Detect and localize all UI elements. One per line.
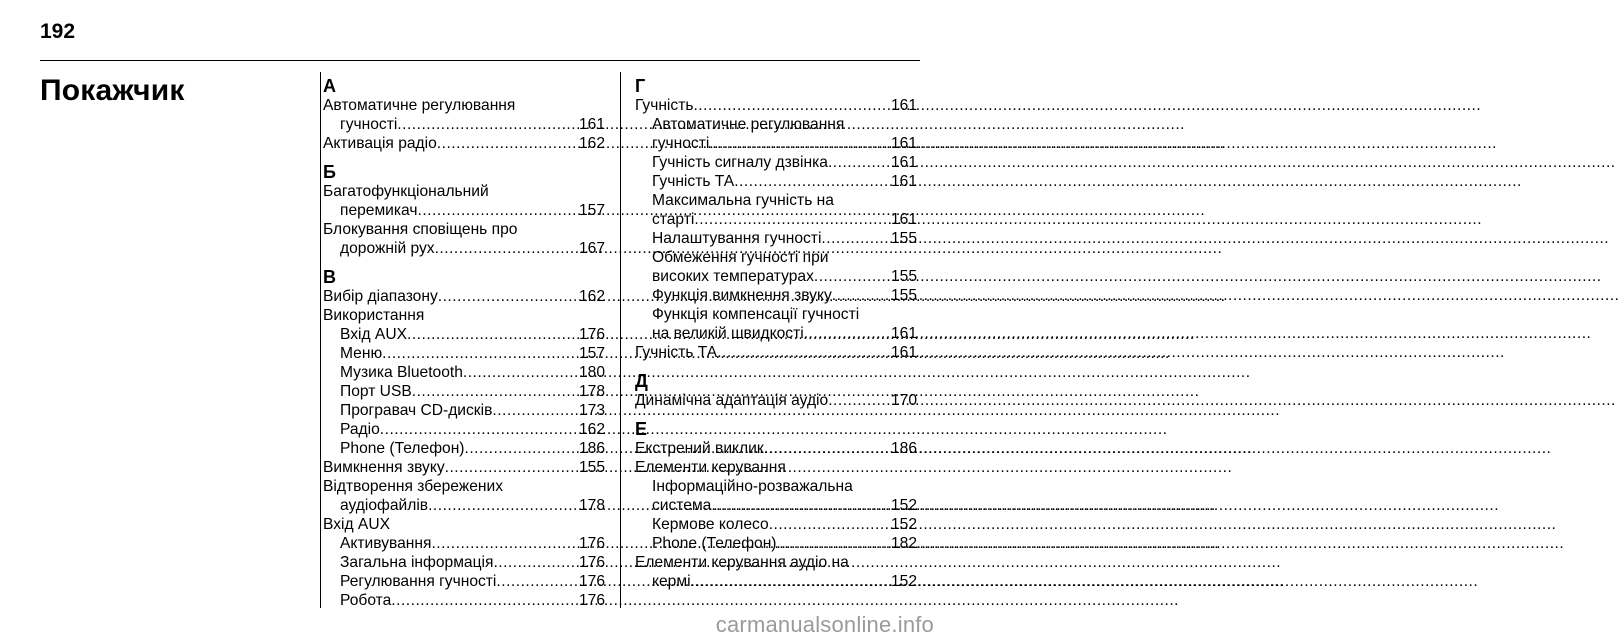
index-entry-text: Меню <box>340 345 383 362</box>
index-entry-page: 152 <box>890 573 917 590</box>
index-entry <box>323 201 605 220</box>
index-entry <box>635 391 917 410</box>
index-entry-page: 155 <box>890 268 917 285</box>
index-entry <box>323 239 605 258</box>
index-entry-text: Вибір діапазону <box>323 288 438 305</box>
index-entry-page: 173 <box>578 402 605 419</box>
index-entry-text: Елементи керування аудіо на <box>635 554 849 571</box>
index-entry-page: 162 <box>578 421 605 438</box>
index-entry-text: гучності <box>340 116 398 133</box>
index-entry-text: Радіо <box>340 421 380 438</box>
index-entry-text: Гучність ТА <box>635 344 718 361</box>
index-entry <box>635 515 917 534</box>
index-entry-text: Робота <box>340 592 392 609</box>
dot-leader <box>428 496 577 515</box>
dot-leader <box>764 439 889 458</box>
index-entry-page: 170 <box>890 392 917 409</box>
dot-leader <box>412 382 577 401</box>
index-entry <box>323 458 605 477</box>
dot-leader <box>711 496 889 515</box>
index-entry-text: Функція вимкнення звуку <box>652 287 832 304</box>
index-entry-text: Активування <box>340 535 432 552</box>
index-entry-text: Автоматичне регулювання <box>652 116 845 133</box>
index-entry <box>323 572 605 591</box>
dot-leader <box>769 515 889 534</box>
dot-leader <box>437 134 577 153</box>
dot-leader <box>709 134 889 153</box>
dot-leader <box>431 534 577 553</box>
index-entry <box>635 572 917 591</box>
index-entry <box>323 134 605 153</box>
index-entry-page: 186 <box>578 440 605 457</box>
index-entry <box>323 439 605 458</box>
index-entry-page: 161 <box>890 154 917 171</box>
dot-leader <box>380 420 577 439</box>
index-letter-heading: В <box>323 267 336 287</box>
dot-leader <box>418 201 577 220</box>
index-entry-page: 176 <box>578 326 605 343</box>
index-entry-text: Багатофункціональний <box>323 183 489 200</box>
dot-leader <box>821 229 889 248</box>
index-entry-text: Кермове колесо <box>652 516 769 533</box>
dot-leader <box>391 591 577 610</box>
index-entry-text: Вимкнення звуку <box>323 459 445 476</box>
index-entry <box>323 325 605 344</box>
index-entry-text: Музика Bluetooth <box>340 364 463 381</box>
index-entry-text: Активація радіо <box>323 135 437 152</box>
index-entry-text: Обмеження гучності при <box>652 249 829 266</box>
dot-leader <box>777 534 889 553</box>
index-entry <box>635 439 917 458</box>
index-entry-text: Вхід AUX <box>340 326 407 343</box>
index-entry-text: Гучність <box>635 97 694 114</box>
index-entry-text: Функція компенсації гучності <box>652 306 860 323</box>
index-entry-text: Гучність ТА <box>652 173 735 190</box>
index-entry <box>635 496 917 515</box>
index-entry <box>635 286 917 305</box>
index-entry-text: Блокування сповіщень про <box>323 221 518 238</box>
dot-leader <box>694 210 889 229</box>
index-entry-text: аудіофайлів <box>340 497 429 514</box>
index-entry-page: 167 <box>578 240 605 257</box>
index-entry <box>323 287 605 306</box>
index-entry-text: старті <box>652 211 695 228</box>
index-entry-page: 162 <box>578 135 605 152</box>
index-entry-page: 176 <box>578 592 605 609</box>
index-entry-page: 180 <box>578 364 605 381</box>
index-entry-text: дорожній рух <box>340 240 435 257</box>
index-entry-text: Порт USB <box>340 383 412 400</box>
index-entry-text: Екстрений виклик <box>635 440 764 457</box>
dot-leader <box>445 458 577 477</box>
index-entry <box>323 496 605 515</box>
index-entry <box>635 343 917 362</box>
dot-leader <box>693 96 889 115</box>
index-entry-page: 178 <box>578 497 605 514</box>
index-entry <box>635 324 917 343</box>
index-entry <box>635 229 917 248</box>
index-entry <box>635 153 917 172</box>
dot-leader <box>496 572 577 591</box>
index-entry-page: 161 <box>890 344 917 361</box>
index-entry <box>323 420 605 439</box>
dot-leader <box>435 239 577 258</box>
column-divider-left <box>320 72 321 608</box>
index-entry <box>635 534 917 553</box>
index-entry-page: 182 <box>890 535 917 552</box>
index-entry-page: 176 <box>578 535 605 552</box>
dot-leader <box>463 363 577 382</box>
index-entry-text: Загальна інформація <box>340 554 494 571</box>
index-entry-text: система <box>652 497 712 514</box>
index-entry <box>635 210 917 229</box>
watermark: carmanualsonline.info <box>715 612 934 637</box>
index-entry <box>323 363 605 382</box>
index-entry-page: 176 <box>578 554 605 571</box>
header-rule <box>40 60 920 61</box>
index-entry-page: 161 <box>578 116 605 133</box>
dot-leader <box>804 324 889 343</box>
index-entry-page: 152 <box>890 516 917 533</box>
index-entry-text: кермі <box>652 573 691 590</box>
dot-leader <box>407 325 577 344</box>
index-entry <box>323 344 605 363</box>
index-entry-text: Налаштування гучності <box>652 230 822 247</box>
index-entry-text: Інформаційно-розважальна <box>652 478 853 495</box>
index-entry-text: високих температурах <box>652 268 814 285</box>
index-entry-text: Вхід AUX <box>323 516 390 533</box>
index-entry-text: Динамічна адаптація аудіо <box>635 392 829 409</box>
index-entry-text: Phone (Телефон) <box>340 440 465 457</box>
index-entry-page: 161 <box>890 97 917 114</box>
index-letter-heading: Б <box>323 162 336 182</box>
index-entry <box>635 172 917 191</box>
index-entry <box>323 382 605 401</box>
index-entry-page: 161 <box>890 211 917 228</box>
index-entry-page: 161 <box>890 173 917 190</box>
dot-leader <box>828 153 889 172</box>
index-entry <box>323 534 605 553</box>
page-number: 192 <box>40 20 76 43</box>
index-entry <box>635 134 917 153</box>
dot-leader <box>397 115 577 134</box>
dot-leader <box>734 172 889 191</box>
index-entry-page: 162 <box>578 288 605 305</box>
index-entry <box>635 96 917 115</box>
index-entry-text: Гучність сигналу дзвінка <box>652 154 828 171</box>
index-column-1 <box>323 76 605 610</box>
dot-leader <box>493 553 577 572</box>
index-column-2 <box>635 76 917 591</box>
index-entry-text: Phone (Телефон) <box>652 535 777 552</box>
index-entry-page: 176 <box>578 573 605 590</box>
index-entry-page: 155 <box>890 230 917 247</box>
index-entry-text: Максимальна гучність на <box>652 192 834 209</box>
index-letter-heading: Е <box>635 419 648 439</box>
index-entry-text: Відтворення збережених <box>323 478 504 495</box>
index-entry-page: 161 <box>890 135 917 152</box>
index-entry-page: 155 <box>578 459 605 476</box>
index-entry-page: 186 <box>890 440 917 457</box>
index-entry-text: Програвач CD-дисків <box>340 402 493 419</box>
dot-leader <box>832 286 889 305</box>
index-entry-text: Використання <box>323 307 425 324</box>
index-entry-text: на великій швидкості <box>652 325 804 342</box>
dot-leader <box>814 267 889 286</box>
dot-leader <box>492 401 577 420</box>
dot-leader <box>691 572 889 591</box>
index-title: Покажчик <box>40 74 185 107</box>
dot-leader <box>828 391 889 410</box>
index-entry <box>635 267 917 286</box>
index-entry-page: 178 <box>578 383 605 400</box>
index-letter-heading: Г <box>635 76 646 96</box>
index-entry-page: 155 <box>890 287 917 304</box>
index-entry <box>323 401 605 420</box>
index-entry <box>323 115 605 134</box>
index-entry-text: Регулювання гучності <box>340 573 497 590</box>
index-letter-heading: Д <box>635 371 648 391</box>
index-entry <box>323 591 605 610</box>
dot-leader <box>438 287 577 306</box>
dot-leader <box>717 343 889 362</box>
index-entry-page: 157 <box>578 345 605 362</box>
index-entry-text: перемикач <box>340 202 418 219</box>
index-letter-heading: А <box>323 76 336 96</box>
index-entry-page: 152 <box>890 497 917 514</box>
index-entry-text: Елементи керування <box>635 459 786 476</box>
index-entry-page: 161 <box>890 325 917 342</box>
index-entry-text: гучності <box>652 135 710 152</box>
dot-leader <box>382 344 577 363</box>
index-entry <box>323 553 605 572</box>
index-entry-page: 157 <box>578 202 605 219</box>
dot-leader <box>465 439 577 458</box>
index-entry-text: Автоматичне регулювання <box>323 97 516 114</box>
